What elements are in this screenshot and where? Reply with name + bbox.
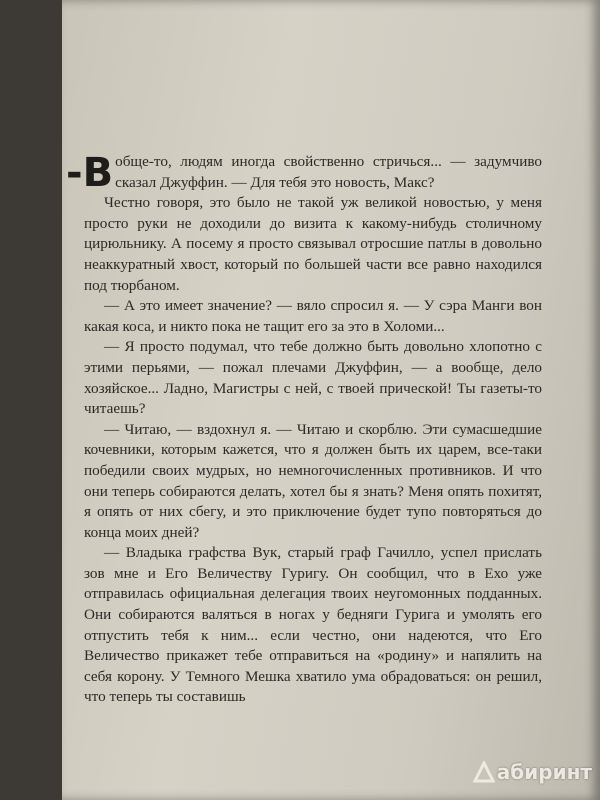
- labirint-watermark: [473, 760, 592, 784]
- drop-cap: -В: [66, 150, 114, 196]
- labirint-logo-icon: [473, 761, 495, 783]
- page-text: [66, 150, 542, 708]
- paragraph-2: Честно говоря, это было не такой уж великой новостью, у меня просто руки не доходили до визита к какому-нибудь столичному цирюльнику. А посему я просто связывал отросшие патлы в довольно неаккуратный хвост, который по большей части все равно находился под тюрбаном.: [84, 194, 542, 294]
- paragraph-3: — А это имеет значение? — вяло спросил я. — У сэра Манги вон какая коса, и никто пока не тащит его за это в Холоми...: [84, 297, 542, 335]
- watermark-text: абиринт: [496, 760, 592, 784]
- paragraph-1: -В обще-то, людям иногда свойственно стричься... — задумчиво сказал Джуффин. — Для тебя это новость, Макс?: [66, 150, 542, 196]
- paragraph-5: — Читаю, — вздохнул я. — Читаю и скорблю. Эти сумасшедшие кочевники, которым кажется, что я должен быть их царем, все-таки победили своих мудрых, но немногочисленных противников. И что они теперь собираются делать, хотел бы я знать? Меня опять похитят, я опять от них сбегу, и это приключение будет тупо повторяться до конца моих дней?: [84, 420, 542, 541]
- paragraph-6: — Владыка графства Вук, старый граф Гачилло, успел прислать зов мне и Его Величеству Гуригу. Он сообщил, что в Ехо уже отправилась официальная делегация твоих неугомонных подданных. Они собираются валяться в ногах у бедняги Гурига и умолять его отпустить тебя к ним... если честно, они надеются, что Его Величество прикажет тебе отправиться на «родину» и напялить на себя корону. У Темного Мешка хватило ума обрадоваться: он решил, что теперь ты составишь: [84, 544, 542, 706]
- paragraph-4: — Я просто подумал, что тебе должно быть довольно хлопотно с этими перьями, — пожал плечами Джуффин, — а вообще, дело хозяйское... Ладно, Магистры с ней, с твоей прической! Ты газеты-то читаешь?: [84, 338, 542, 418]
